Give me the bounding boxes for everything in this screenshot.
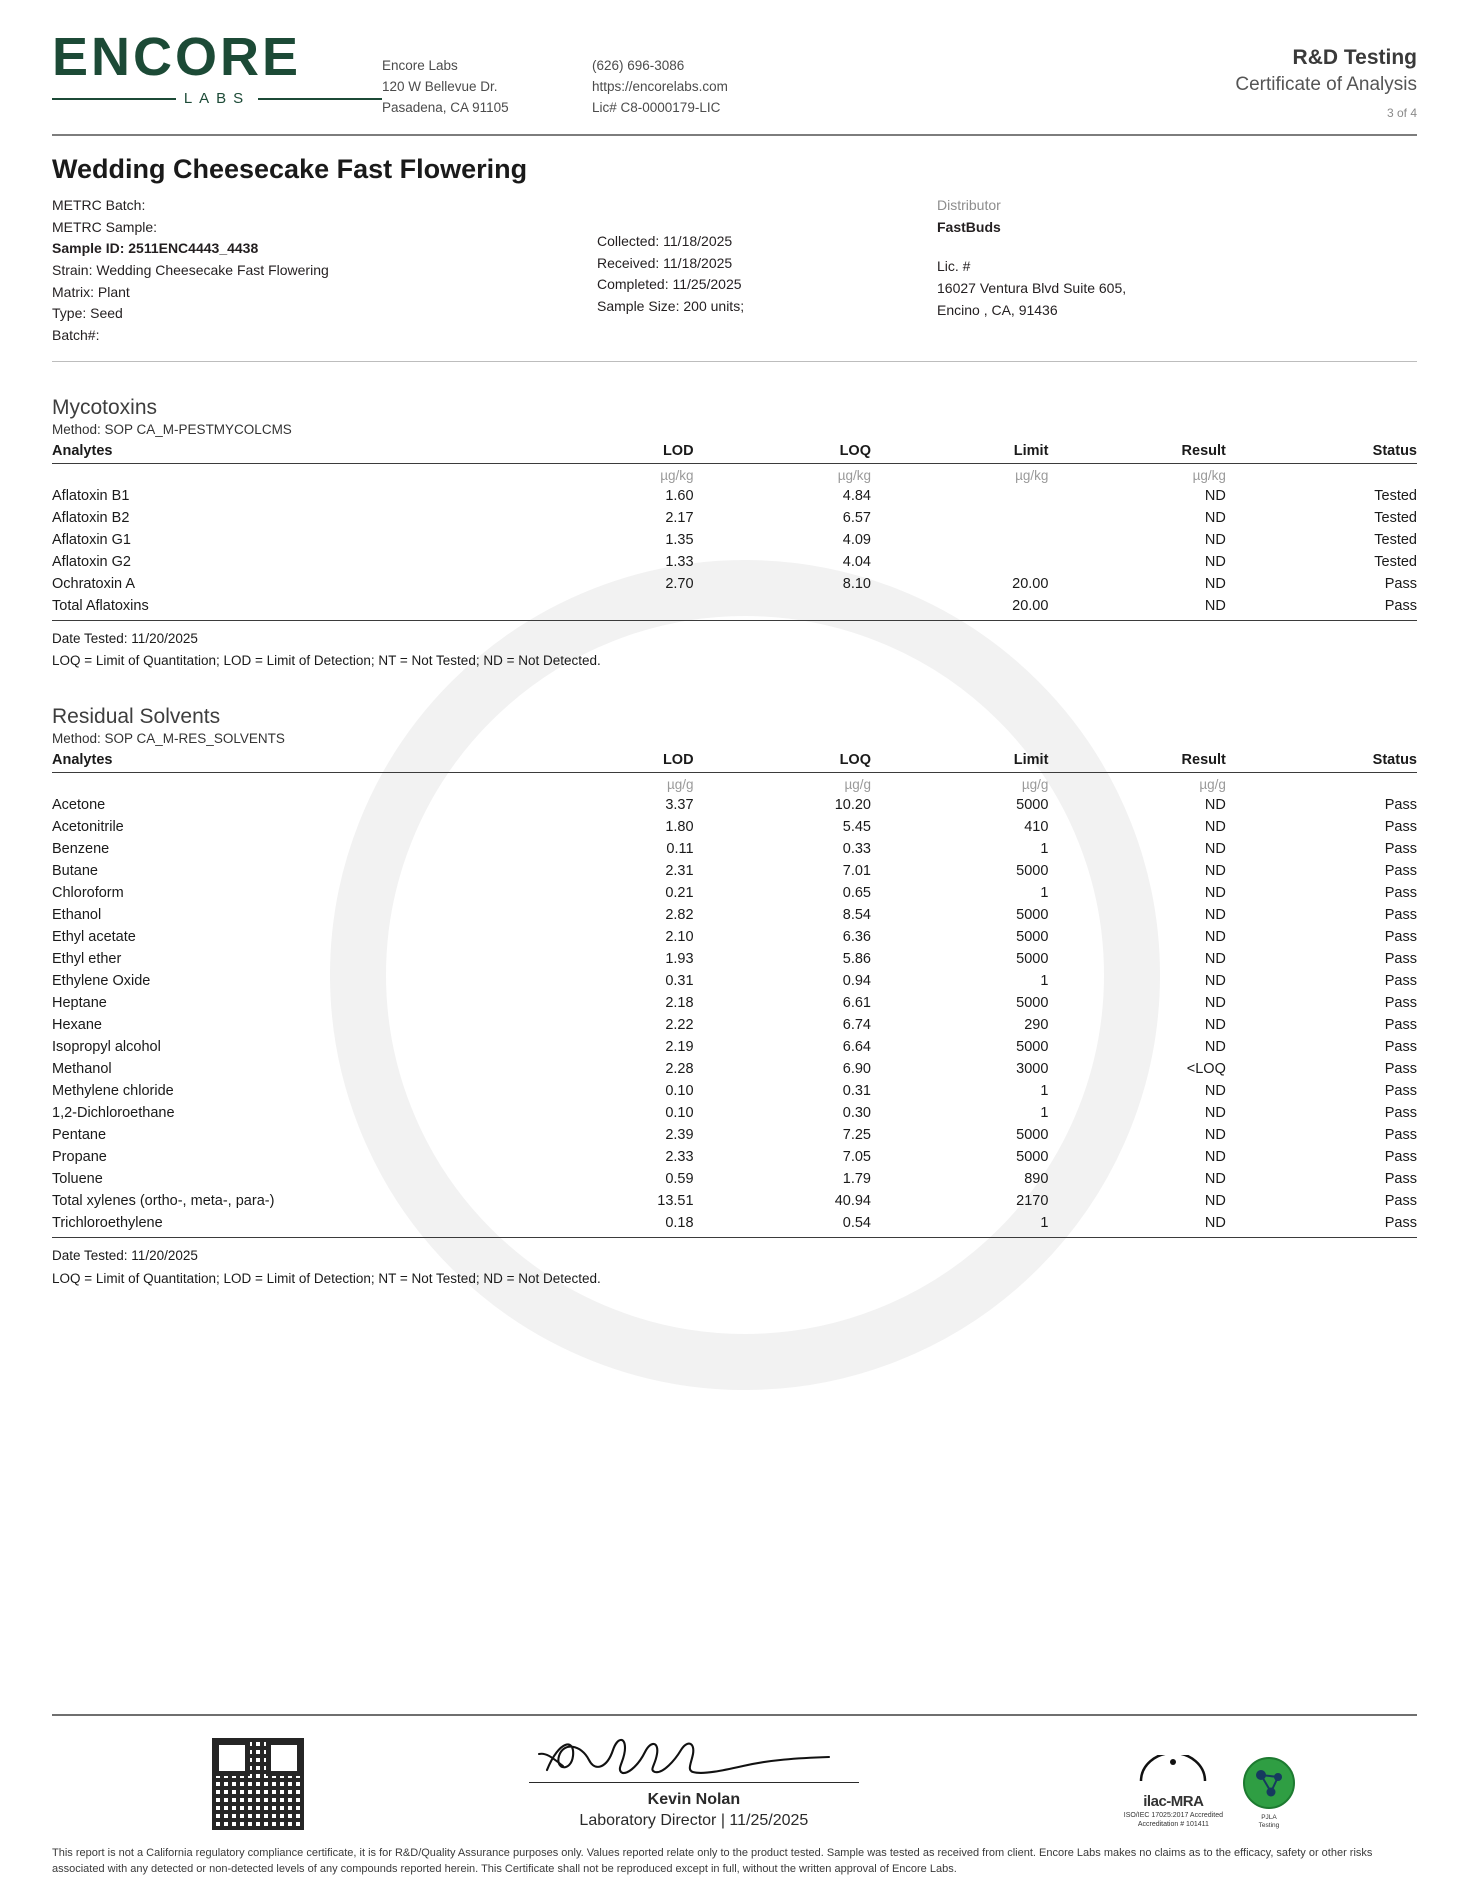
table-row [52,860,1417,882]
cell-limit: 3000 [1016,1061,1049,1078]
report-type: R&D Testing [1292,46,1417,69]
table-header-row [52,750,1417,773]
lab-contact [592,26,852,119]
cell-lod: 2.31 [665,863,694,880]
sample-strain: Strain: Wedding Cheesecake Fast Flowering [52,262,329,279]
section-title-residual-solvents: Residual Solvents [52,705,221,729]
cell-lod: 0.10 [665,1083,694,1100]
cell-result: ND [1204,1193,1226,1210]
cell-status: Pass [1384,1127,1417,1144]
cell-limit: 20.00 [871,595,1048,621]
sample-batch-number: Batch#: [52,327,100,344]
cell-limit [871,507,1048,529]
cell-analyte: Total xylenes (ortho-, meta-, para-) [52,1193,275,1210]
table-row [52,1080,1417,1102]
cell-analyte: Ochratoxin A [52,575,136,592]
table-row [52,794,1417,816]
ilac-arc-icon [1137,1755,1209,1789]
distributor-name: FastBuds [937,218,1001,235]
cell-limit: 5000 [1016,929,1049,946]
page-footer [52,1714,1417,1878]
cell-analyte: Isopropyl alcohol [52,1039,161,1056]
cell-loq: 7.01 [842,863,871,880]
section-residual-solvents [52,705,1417,1289]
qr-code-icon[interactable] [212,1738,304,1830]
cell-status: Pass [1384,575,1417,592]
cell-lod: 2.70 [665,575,694,592]
cell-analyte: Aflatoxin G2 [52,553,131,570]
units-lod: µg/kg [660,467,694,483]
units-status [1226,773,1417,795]
accreditation-block [1124,1755,1297,1830]
cell-lod: 1.35 [665,531,694,548]
cell-loq: 0.31 [842,1083,871,1100]
cell-lod: 13.51 [657,1193,694,1210]
cell-loq: 0.65 [842,885,871,902]
cell-loq: 8.54 [842,907,871,924]
cell-analyte: Benzene [52,841,110,858]
cell-limit: 5000 [1016,1149,1049,1166]
cell-lod [516,595,693,621]
table-header-row [52,441,1417,464]
signature-role: Laboratory Director | 11/25/2025 [579,1812,809,1830]
lab-address-line-3: Pasadena, CA 91105 [382,99,509,115]
cell-result: ND [1204,1083,1226,1100]
metrc-batch: METRC Batch: [52,197,146,213]
table-row [52,948,1417,970]
units-limit: µg/kg [1015,467,1049,483]
metrc-sample: METRC Sample: [52,218,158,235]
cell-limit: 1 [871,1212,1048,1238]
cell-loq: 4.84 [842,487,871,504]
col-status: Status [1226,750,1417,773]
cell-result: ND [1204,841,1226,858]
cell-loq: 5.45 [842,819,871,836]
cell-result: <LOQ [1186,1061,1226,1078]
cell-status: Pass [1384,907,1417,924]
lab-website[interactable]: https://encorelabs.com [592,78,728,94]
cell-status: Pass [1384,1193,1417,1210]
cell-status: Pass [1384,1171,1417,1188]
cell-status: Tested [1374,531,1417,548]
disclaimer-text: This report is not a California regulatory compliance certificate, it is for R&D/Quality Assurance purposes only. Values reported relate only to the product tested. Sample was tested as received from client. Encore Labs makes no claims as to the efficacy, safety or other risks associated with any detected or non-detected levels of any compounds reported herein. This Certificate shall not be reproduced except in full, without the written approval of Encore Labs. [52,1847,1373,1876]
cell-analyte: Acetone [52,797,106,814]
cell-loq: 6.74 [842,1017,871,1034]
cell-limit: 5000 [1016,863,1049,880]
distributor-license-label: Lic. # [937,258,971,275]
cell-loq: 5.86 [842,951,871,968]
cell-loq: 1.79 [842,1171,871,1188]
cell-status: Pass [1384,797,1417,814]
col-result: Result [1048,750,1225,773]
lab-address-line-2: 120 W Bellevue Dr. [382,78,498,94]
cell-result: ND [1204,995,1226,1012]
cell-status: Tested [1374,487,1417,504]
col-loq: LOQ [694,441,871,464]
col-analytes: Analytes [52,441,516,464]
cell-lod: 1.33 [665,553,694,570]
footer-divider [52,1714,1417,1716]
cell-status: Pass [1384,1083,1417,1100]
cell-result: ND [1204,553,1226,570]
cell-lod: 1.60 [665,487,694,504]
cell-loq [694,595,871,621]
cell-lod: 1.80 [665,819,694,836]
cell-limit: 890 [1024,1171,1049,1188]
pjla-mark-icon [1241,1755,1297,1811]
cell-lod: 2.10 [665,929,694,946]
cell-status: Pass [1384,841,1417,858]
units-analyte [52,463,516,485]
cell-limit [871,485,1048,507]
cell-loq: 6.57 [842,509,871,526]
section-title-mycotoxins: Mycotoxins [52,395,158,419]
cell-limit: 5000 [1016,1127,1049,1144]
cell-status: Pass [1384,1039,1417,1056]
cell-status: Pass [1384,973,1417,990]
cell-result: ND [1204,1039,1226,1056]
cell-result: ND [1204,531,1226,548]
cell-loq: 40.94 [834,1193,871,1210]
completed-date: Completed: 11/25/2025 [597,276,742,293]
units-limit: µg/g [1021,777,1049,793]
lab-license: Lic# C8-0000179-LIC [592,99,721,115]
table-row [52,970,1417,992]
cell-limit: 5000 [1016,797,1049,814]
cell-status: Tested [1374,553,1417,570]
cell-result: ND [1048,595,1225,621]
cell-lod: 2.17 [665,509,694,526]
cell-limit: 5000 [1016,1039,1049,1056]
cell-lod: 0.21 [665,885,694,902]
cell-analyte: 1,2-Dichloroethane [52,1105,175,1122]
cell-status: Pass [1384,929,1417,946]
cell-status: Pass [1384,819,1417,836]
table-row [52,551,1417,573]
cell-limit: 1 [1040,841,1049,858]
cell-loq: 4.04 [842,553,871,570]
table-row [52,1058,1417,1080]
cell-status: Pass [1384,1149,1417,1166]
cell-limit: 5000 [1016,907,1049,924]
table-row [52,816,1417,838]
table-row [52,1168,1417,1190]
cell-lod: 2.33 [665,1149,694,1166]
table-row [52,1036,1417,1058]
table-row [52,529,1417,551]
logo-labs-text: LABS [183,90,251,107]
cell-analyte: Methanol [52,1061,112,1078]
cell-lod: 0.31 [665,973,694,990]
cell-lod: 1.93 [665,951,694,968]
cell-status: Pass [1384,885,1417,902]
cell-status: Tested [1374,509,1417,526]
table-mycotoxins [52,441,1417,621]
col-lod: LOD [516,750,693,773]
cell-analyte: Aflatoxin G1 [52,531,131,548]
cell-lod: 0.59 [665,1171,694,1188]
cell-limit: 20.00 [1012,575,1049,592]
cell-result: ND [1204,575,1226,592]
ilac-mra-text: ilac-MRA [1143,1793,1204,1811]
cell-loq: 6.36 [842,929,871,946]
col-analytes: Analytes [52,750,516,773]
cell-status: Pass [1384,951,1417,968]
col-limit: Limit [871,441,1048,464]
pjla-logo-icon [1241,1755,1297,1830]
cell-analyte: Ethanol [52,907,102,924]
table-row [52,904,1417,926]
units-analyte [52,773,516,795]
cell-lod: 0.10 [665,1105,694,1122]
cell-analyte: Aflatoxin B1 [52,487,130,504]
cell-result: ND [1204,951,1226,968]
distributor-address-line-1: 16027 Ventura Blvd Suite 605, [937,280,1127,297]
encore-labs-logo [52,26,382,107]
method-mycotoxins: Method: SOP CA_M-PESTMYCOLCMS [52,421,292,437]
pjla-testing-text: Testing [1258,1822,1280,1829]
cell-analyte: Propane [52,1149,107,1166]
units-row [52,463,1417,485]
cell-analyte: Hexane [52,1017,102,1034]
cell-result: ND [1204,1171,1226,1188]
legend-residual-solvents: LOQ = Limit of Quantitation; LOD = Limit of Detection; NT = Not Tested; ND = Not Detected. [52,1270,601,1286]
cell-status: Pass [1384,1105,1417,1122]
table-row [52,992,1417,1014]
legend-mycotoxins: LOQ = Limit of Quantitation; LOD = Limit of Detection; NT = Not Tested; ND = Not Detected. [52,653,601,669]
col-loq: LOQ [694,750,871,773]
table-row [52,1014,1417,1036]
table-row [52,1146,1417,1168]
units-result: µg/g [1199,777,1226,793]
cell-loq: 0.94 [842,973,871,990]
cell-status: Pass [1384,1017,1417,1034]
cell-analyte: Butane [52,863,98,880]
cell-loq: 10.20 [834,797,871,814]
cell-loq: 0.54 [694,1212,871,1238]
cell-lod: 0.11 [666,841,694,858]
cell-result: ND [1204,907,1226,924]
units-status [1226,463,1417,485]
cell-loq: 6.64 [842,1039,871,1056]
cell-analyte: Ethylene Oxide [52,973,151,990]
cell-lod: 2.18 [665,995,694,1012]
col-result: Result [1048,441,1225,464]
date-tested-residual-solvents: Date Tested: 11/20/2025 [52,1248,198,1264]
units-loq: µg/g [844,777,871,793]
cell-limit: 5000 [1016,995,1049,1012]
sample-info-column-left [52,195,597,347]
cell-analyte: Ethyl acetate [52,929,136,946]
cell-result: ND [1204,1017,1226,1034]
logo-rule-left [52,98,176,100]
cell-analyte: Toluene [52,1171,103,1188]
table-row [52,507,1417,529]
cell-result: ND [1204,929,1226,946]
logo-wordmark: ENCORE [52,27,302,87]
cell-lod: 3.37 [665,797,694,814]
sample-info [52,195,1417,361]
cell-limit: 1 [1040,1105,1049,1122]
distributor-label: Distributor [937,197,1001,213]
units-row [52,773,1417,795]
cell-analyte: Chloroform [52,885,124,902]
cell-loq: 6.90 [842,1061,871,1078]
cell-limit: 5000 [1016,951,1049,968]
cell-limit: 410 [1024,819,1049,836]
received-date: Received: 11/18/2025 [597,254,733,271]
units-loq: µg/kg [837,467,871,483]
cell-status: Pass [1384,1061,1417,1078]
cell-status: Pass [1384,995,1417,1012]
cell-limit [871,551,1048,573]
col-lod: LOD [516,441,693,464]
date-tested-mycotoxins: Date Tested: 11/20/2025 [52,630,198,646]
cell-analyte: Trichloroethylene [52,1212,516,1238]
signature-name: Kevin Nolan [647,1791,741,1809]
cell-loq: 4.09 [842,531,871,548]
ilac-mra-logo-icon [1124,1755,1223,1829]
page-title: Wedding Cheesecake Fast Flowering [52,154,528,184]
table-row [52,882,1417,904]
sample-type: Type: Seed [52,305,123,322]
table-row [52,1190,1417,1212]
table-residual-solvents [52,750,1417,1238]
cell-loq: 6.61 [842,995,871,1012]
header-divider [52,134,1417,136]
cell-analyte: Ethyl ether [52,951,122,968]
cell-analyte: Methylene chloride [52,1083,174,1100]
distributor-address-line-2: Encino , CA, 91436 [937,301,1058,318]
table-row [52,1212,1417,1238]
cell-result: ND [1204,885,1226,902]
sample-size: Sample Size: 200 units; [597,298,745,315]
cell-loq: 7.25 [842,1127,871,1144]
cell-result: ND [1204,819,1226,836]
cell-result: ND [1204,797,1226,814]
cell-analyte: Pentane [52,1127,107,1144]
cell-lod: 0.18 [516,1212,693,1238]
pjla-text: PJLA [1261,1813,1277,1821]
lab-phone: (626) 696-3086 [592,58,685,73]
report-title-block [1235,26,1417,120]
table-row [52,838,1417,860]
cell-limit: 1 [1040,973,1049,990]
lab-address-line-1: Encore Labs [382,58,458,73]
table-row [52,485,1417,507]
cell-limit: 290 [1024,1017,1049,1034]
sample-info-column-middle [597,195,937,347]
cell-loq: 7.05 [842,1149,871,1166]
cell-loq: 0.30 [842,1105,871,1122]
signature-line [529,1782,859,1783]
sample-id: Sample ID: 2511ENC4443_4438 [52,240,259,257]
cell-limit: 1 [1040,885,1049,902]
cell-loq: 8.10 [842,575,871,592]
cell-result: ND [1204,1105,1226,1122]
report-title: Certificate of Analysis [1235,74,1417,95]
units-result: µg/kg [1192,467,1226,483]
cell-status: Pass [1226,595,1417,621]
logo-rule-right [258,98,382,100]
table-row [52,573,1417,595]
cell-lod: 2.39 [665,1127,694,1144]
table-row [52,1102,1417,1124]
cell-lod: 2.28 [665,1061,694,1078]
sample-info-column-right [937,195,1337,347]
col-status: Status [1226,441,1417,464]
cell-analyte: Heptane [52,995,107,1012]
cell-analyte: Total Aflatoxins [52,595,516,621]
table-row [52,926,1417,948]
cell-result: ND [1204,863,1226,880]
cell-analyte: Acetonitrile [52,819,124,836]
lab-address [382,26,592,119]
cell-lod: 2.19 [665,1039,694,1056]
cell-limit: 2170 [1016,1193,1049,1210]
sample-info-divider [52,361,1417,362]
section-mycotoxins [52,396,1417,672]
cell-result: ND [1204,1127,1226,1144]
cell-result: ND [1048,1212,1225,1238]
signature-icon [529,1730,859,1782]
cell-status: Pass [1384,863,1417,880]
table-row [52,1124,1417,1146]
table-row [52,595,1417,621]
sample-matrix: Matrix: Plant [52,283,130,300]
method-residual-solvents: Method: SOP CA_M-RES_SOLVENTS [52,731,285,747]
cell-result: ND [1204,1149,1226,1166]
page-number: 3 of 4 [1386,106,1417,120]
cell-lod: 2.22 [665,1017,694,1034]
cell-result: ND [1204,509,1226,526]
cell-lod: 2.82 [665,907,694,924]
ilac-accreditation-standard: ISO/IEC 17025:2017 Accredited [1123,1811,1223,1819]
units-lod: µg/g [667,777,694,793]
cell-loq: 0.33 [842,841,871,858]
col-limit: Limit [871,750,1048,773]
cell-result: ND [1204,973,1226,990]
cell-analyte: Aflatoxin B2 [52,509,130,526]
ilac-accreditation-number: Accreditation # 101411 [1137,1820,1209,1828]
cell-status: Pass [1226,1212,1417,1238]
cell-result: ND [1204,487,1226,504]
page-header [52,26,1417,132]
cell-limit [871,529,1048,551]
signature-block [479,1730,909,1830]
cell-limit: 1 [1040,1083,1049,1100]
collected-date: Collected: 11/18/2025 [597,233,733,249]
